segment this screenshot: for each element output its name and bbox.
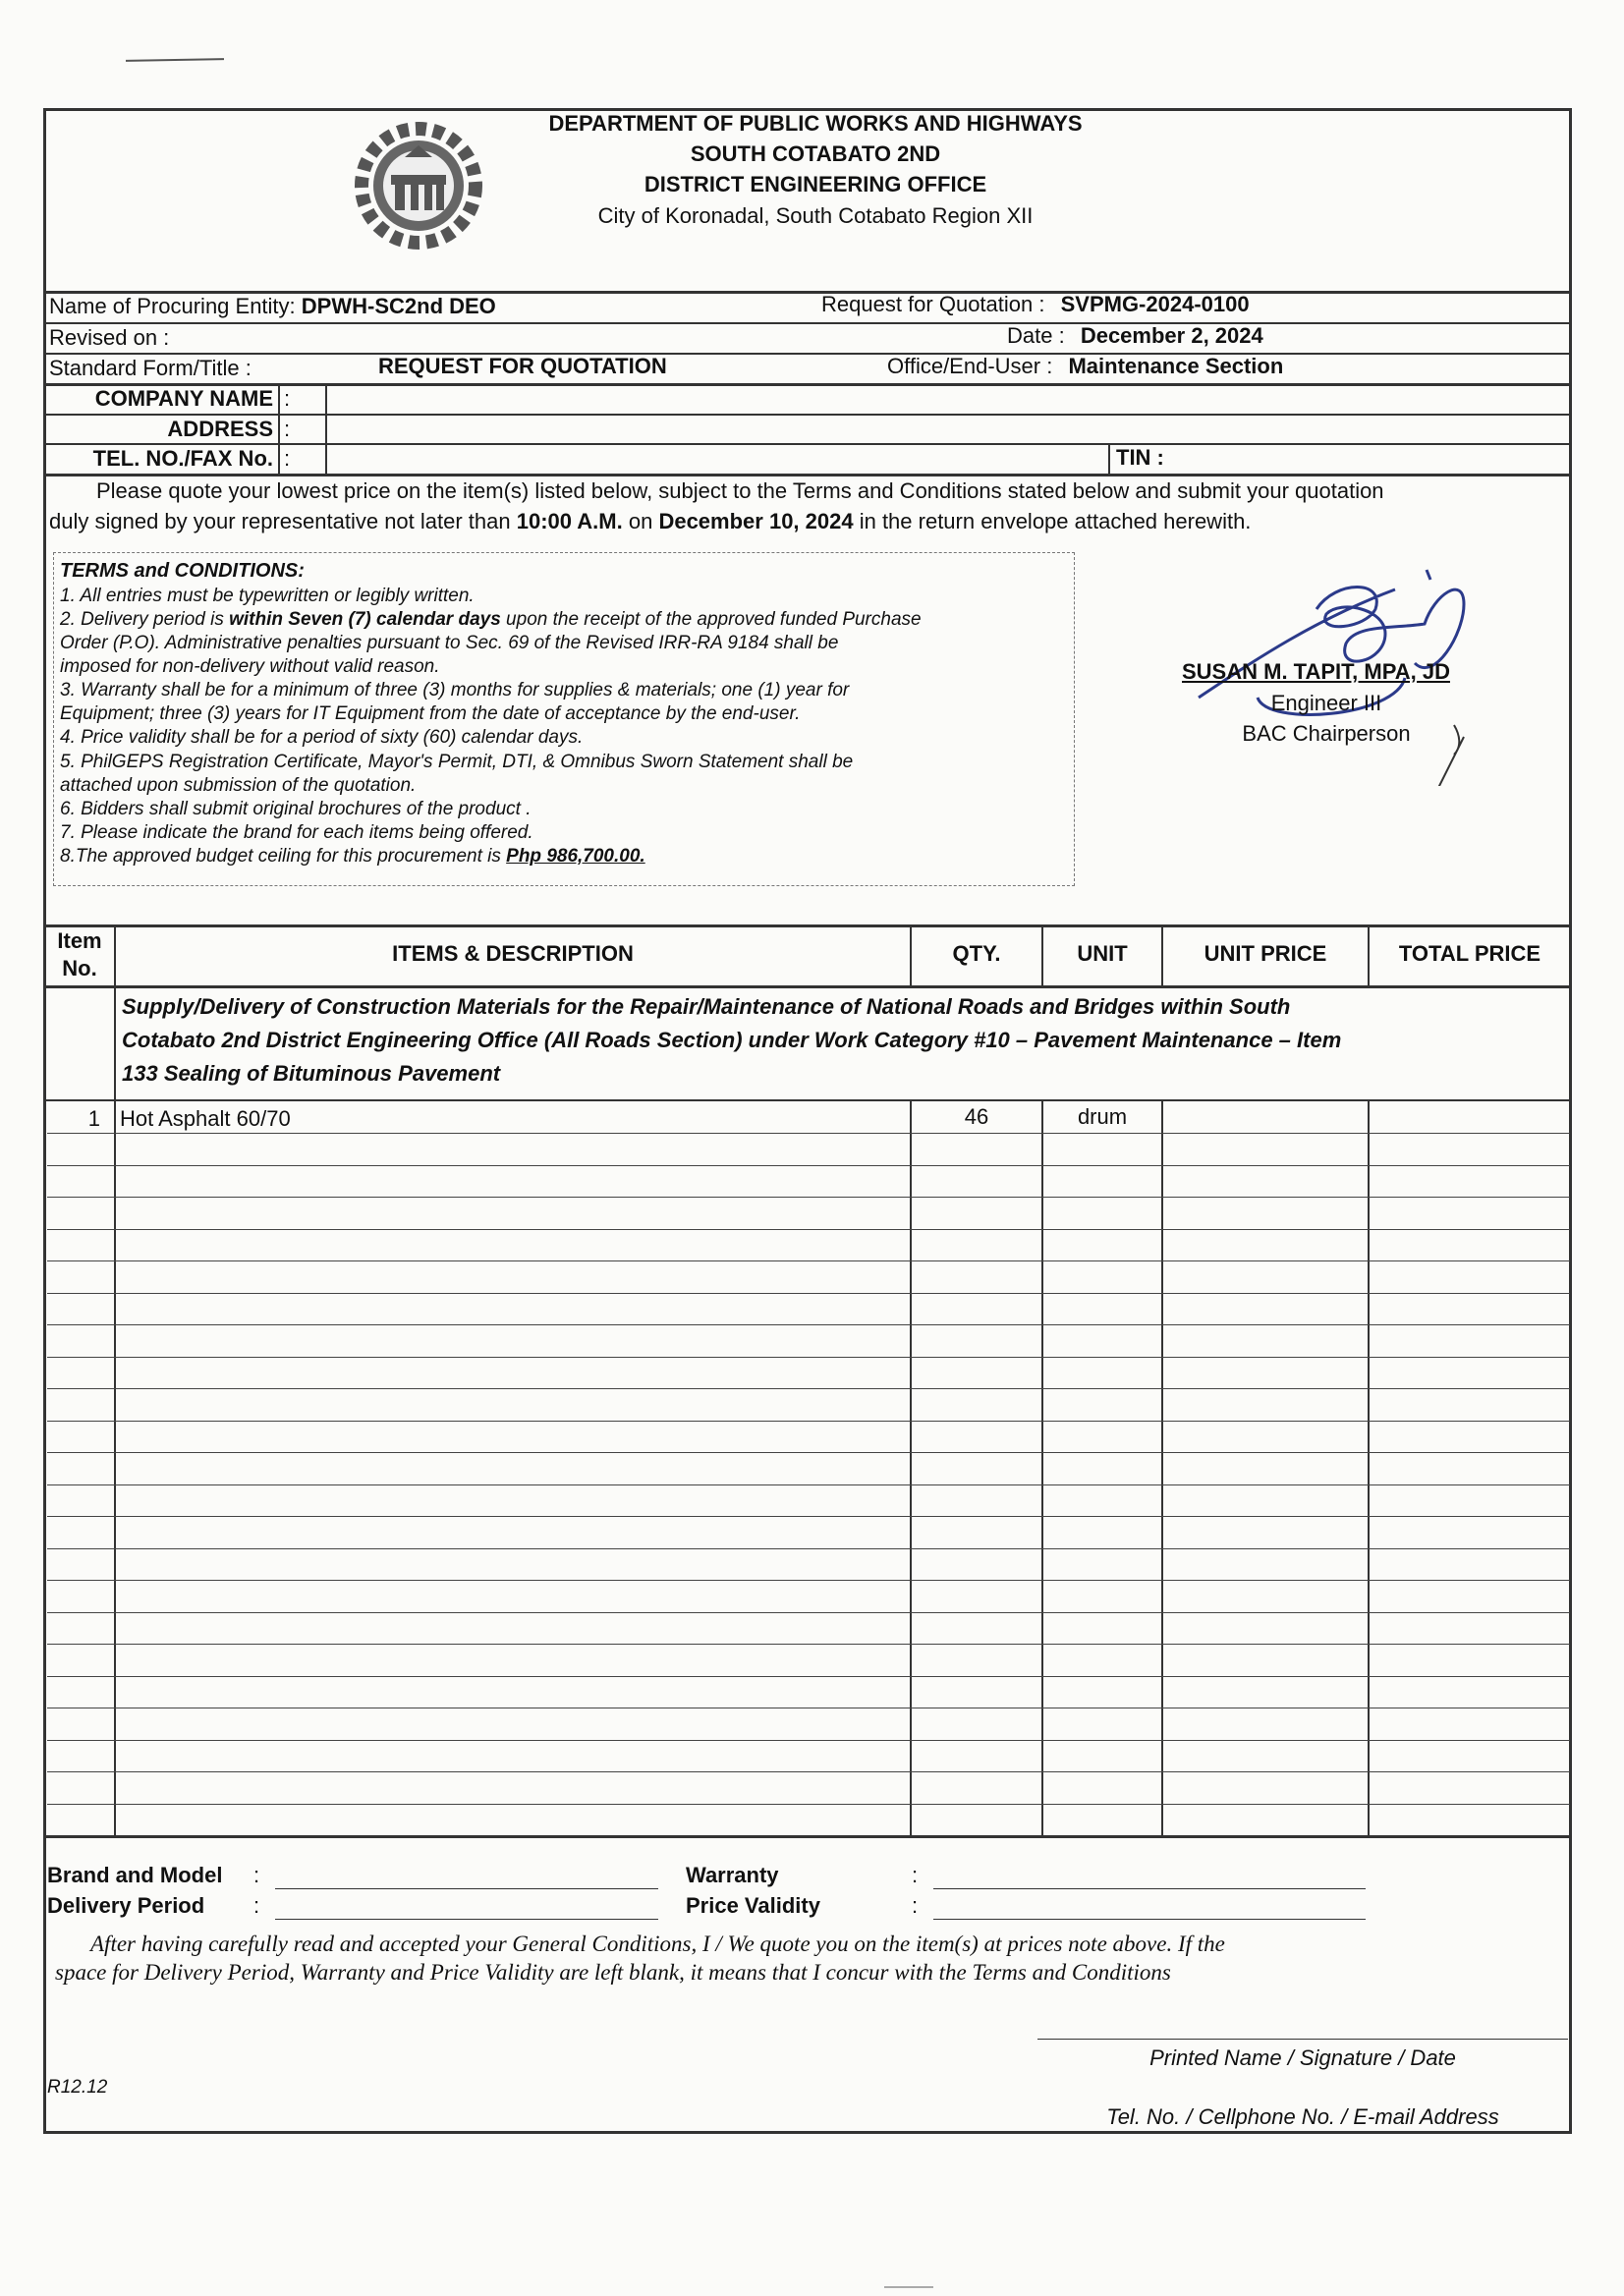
terms-line: 7. Please indicate the brand for each items being offered. bbox=[60, 822, 533, 843]
terms-line: Equipment; three (3) years for IT Equipment from the date of acceptance by the end-user. bbox=[60, 703, 801, 724]
delivery-period-label: Delivery Period bbox=[47, 1893, 205, 1918]
instruction-text: on bbox=[622, 509, 659, 533]
tel-fax-field[interactable] bbox=[329, 446, 1105, 472]
table-row bbox=[47, 1421, 1570, 1422]
table-row bbox=[47, 1580, 1570, 1581]
warranty-field[interactable] bbox=[933, 1888, 1366, 1889]
table-rule bbox=[1161, 1099, 1163, 1835]
company-name-field[interactable] bbox=[329, 386, 1565, 412]
delivery-period-field[interactable] bbox=[275, 1919, 658, 1920]
address-label: ADDRESS bbox=[167, 417, 273, 441]
rule bbox=[278, 383, 280, 474]
company-name-label: COMPANY NAME bbox=[94, 386, 273, 411]
office-enduser-row bbox=[887, 354, 1283, 379]
procuring-entity-row bbox=[49, 294, 496, 319]
row-item-no: 1 bbox=[87, 1106, 100, 1131]
project-description bbox=[122, 990, 1341, 1091]
rule bbox=[45, 322, 1570, 324]
rfq-number: SVPMG-2024-0100 bbox=[1060, 292, 1250, 316]
terms-line: 8.The approved budget ceiling for this procurement is Php 986,700.00. bbox=[60, 846, 645, 867]
table-row bbox=[47, 1771, 1570, 1772]
office-name-2: DISTRICT ENGINEERING OFFICE bbox=[644, 172, 987, 196]
colon: : bbox=[284, 446, 291, 471]
col-header-unit-price: UNIT PRICE bbox=[1204, 941, 1327, 966]
table-rule bbox=[45, 1099, 1570, 1101]
terms-line: 2. Delivery period is within Seven (7) calendar days upon the receipt of the approved funded Purchase bbox=[60, 609, 922, 630]
table-row bbox=[47, 1644, 1570, 1645]
colon: : bbox=[912, 1893, 919, 1918]
brand-model-label: Brand and Model bbox=[47, 1863, 223, 1887]
procuring-entity-label: Name of Procuring Entity: bbox=[49, 294, 296, 318]
warranty-label: Warranty bbox=[686, 1863, 779, 1887]
signatory-role: BAC Chairperson bbox=[1242, 721, 1411, 746]
terms-line: 1. All entries must be typewritten or legibly written. bbox=[60, 586, 475, 606]
terms-line: Order (P.O). Administrative penalties pursuant to Sec. 69 of the Revised IRR-RA 9184 shall be bbox=[60, 633, 839, 653]
rule bbox=[45, 353, 1570, 355]
acceptance-statement-line: After having carefully read and accepted your General Conditions, I / We quote you on the item(s) at prices note above. If the bbox=[90, 1932, 1225, 1956]
rule bbox=[325, 383, 327, 474]
table-row bbox=[47, 1484, 1570, 1485]
approved-budget: Php 986,700.00. bbox=[506, 846, 645, 867]
table-row bbox=[47, 1388, 1570, 1389]
table-row bbox=[47, 1229, 1570, 1230]
instruction-text: in the return envelope attached herewith. bbox=[853, 509, 1252, 533]
tin-field[interactable] bbox=[1179, 446, 1565, 472]
table-row bbox=[47, 1133, 1570, 1134]
rule bbox=[45, 414, 1570, 416]
terms-line: imposed for non-delivery without valid reason. bbox=[60, 656, 440, 677]
date-label: Date : bbox=[1007, 323, 1065, 348]
row-unit: drum bbox=[1077, 1104, 1128, 1129]
tin-label: TIN : bbox=[1116, 445, 1164, 470]
acceptance-statement-line: space for Delivery Period, Warranty and Price Validity are left blank, it means that I concur with the Terms and Conditions bbox=[55, 1960, 1171, 1985]
rule bbox=[45, 443, 1570, 445]
table-rule bbox=[45, 1835, 1570, 1838]
col-header-total-price: TOTAL PRICE bbox=[1398, 941, 1541, 966]
table-row bbox=[47, 1165, 1570, 1166]
contact-label: Tel. No. / Cellphone No. / E-mail Address bbox=[1106, 2104, 1499, 2129]
tel-fax-label: TEL. NO./FAX No. bbox=[92, 446, 273, 471]
terms-line: attached upon submission of the quotation. bbox=[60, 775, 417, 796]
office-name-1: SOUTH COTABATO 2ND bbox=[690, 141, 941, 166]
colon: : bbox=[284, 417, 291, 441]
rule bbox=[1108, 443, 1110, 474]
date-value: December 2, 2024 bbox=[1080, 323, 1263, 348]
terms-box bbox=[53, 552, 1075, 886]
table-row bbox=[47, 1260, 1570, 1261]
price-validity-label: Price Validity bbox=[686, 1893, 820, 1918]
table-rule bbox=[910, 1099, 912, 1835]
row-qty: 46 bbox=[964, 1104, 989, 1129]
signatory-name: SUSAN M. TAPIT, MPA, JD bbox=[1182, 659, 1450, 684]
price-validity-field[interactable] bbox=[933, 1919, 1366, 1920]
terms-line: 3. Warranty shall be for a minimum of three (3) months for supplies & materials; one (1) year for bbox=[60, 680, 850, 700]
scan-mark bbox=[126, 58, 224, 62]
table-row bbox=[47, 1804, 1570, 1805]
table-row bbox=[47, 1516, 1570, 1517]
table-row bbox=[47, 1197, 1570, 1198]
table-row bbox=[47, 1676, 1570, 1677]
signature-line[interactable] bbox=[1037, 2039, 1568, 2040]
instruction-line-1: Please quote your lowest price on the item(s) listed below, subject to the Terms and Conditions stated below and submit your quotation bbox=[96, 478, 1384, 503]
form-code: R12.12 bbox=[47, 2077, 108, 2098]
signatory-title: Engineer III bbox=[1270, 691, 1382, 715]
form-title-label: Standard Form/Title : bbox=[49, 356, 252, 380]
table-rule bbox=[1041, 1099, 1043, 1835]
brand-model-field[interactable] bbox=[275, 1888, 658, 1889]
deadline-time: 10:00 A.M. bbox=[516, 509, 623, 533]
rfq-row bbox=[821, 292, 1250, 317]
department-name: DEPARTMENT OF PUBLIC WORKS AND HIGHWAYS bbox=[548, 111, 1083, 136]
table-row bbox=[47, 1324, 1570, 1325]
form-title-value: REQUEST FOR QUOTATION bbox=[378, 354, 667, 378]
table-row bbox=[47, 1740, 1570, 1741]
table-rule bbox=[45, 924, 1570, 927]
col-header-qty: QTY. bbox=[952, 941, 1001, 966]
table-rule bbox=[1368, 1099, 1370, 1835]
row-total-price-field[interactable] bbox=[1372, 1102, 1568, 1130]
row-description: Hot Asphalt 60/70 bbox=[120, 1106, 291, 1131]
col-header-description: ITEMS & DESCRIPTION bbox=[392, 941, 634, 966]
terms-line: 5. PhilGEPS Registration Certificate, Mayor's Permit, DTI, & Omnibus Sworn Statement shall be bbox=[60, 752, 854, 772]
colon: : bbox=[284, 386, 291, 411]
revised-on-label: Revised on : bbox=[49, 325, 170, 350]
procuring-entity-value: DPWH-SC2nd DEO bbox=[301, 294, 496, 318]
col-header-item: Item No. bbox=[57, 928, 102, 980]
terms-title: TERMS and CONDITIONS: bbox=[60, 560, 305, 582]
project-description-line: Cotabato 2nd District Engineering Office (All Roads Section) under Work Category #10 – Pavement Maintenance – Item bbox=[122, 1028, 1342, 1052]
address-field[interactable] bbox=[329, 417, 1565, 442]
scan-mark bbox=[884, 2286, 933, 2288]
table-row bbox=[47, 1548, 1570, 1549]
signature-label: Printed Name / Signature / Date bbox=[1149, 2045, 1456, 2070]
table-rule bbox=[114, 924, 116, 1835]
colon: : bbox=[253, 1863, 260, 1887]
table-row bbox=[47, 1357, 1570, 1358]
office-enduser-label: Office/End-User : bbox=[887, 354, 1053, 378]
rule bbox=[45, 474, 1570, 476]
table-rule bbox=[45, 985, 1570, 988]
office-address: City of Koronadal, South Cotabato Region XII bbox=[597, 203, 1034, 228]
terms-line: 4. Price validity shall be for a period of sixty (60) calendar days. bbox=[60, 727, 584, 748]
table-row bbox=[47, 1452, 1570, 1453]
instruction-text: duly signed by your representative not later than bbox=[49, 509, 517, 533]
office-enduser-value: Maintenance Section bbox=[1068, 354, 1284, 378]
table-row bbox=[47, 1293, 1570, 1294]
instruction-line-2 bbox=[49, 509, 1251, 534]
terms-line: 6. Bidders shall submit original brochures of the product . bbox=[60, 799, 532, 819]
project-description-line: Supply/Delivery of Construction Materials for the Repair/Maintenance of National Roads and Bridges within South bbox=[122, 994, 1291, 1019]
date-row bbox=[1007, 323, 1263, 349]
colon: : bbox=[253, 1893, 260, 1918]
deadline-date: December 10, 2024 bbox=[658, 509, 854, 533]
table-row bbox=[47, 1612, 1570, 1613]
colon: : bbox=[912, 1863, 919, 1887]
project-description-line: 133 Sealing of Bituminous Pavement bbox=[122, 1061, 501, 1086]
col-header-unit: UNIT bbox=[1077, 941, 1128, 966]
rfq-label: Request for Quotation : bbox=[821, 292, 1045, 316]
row-unit-price-field[interactable] bbox=[1165, 1102, 1366, 1130]
